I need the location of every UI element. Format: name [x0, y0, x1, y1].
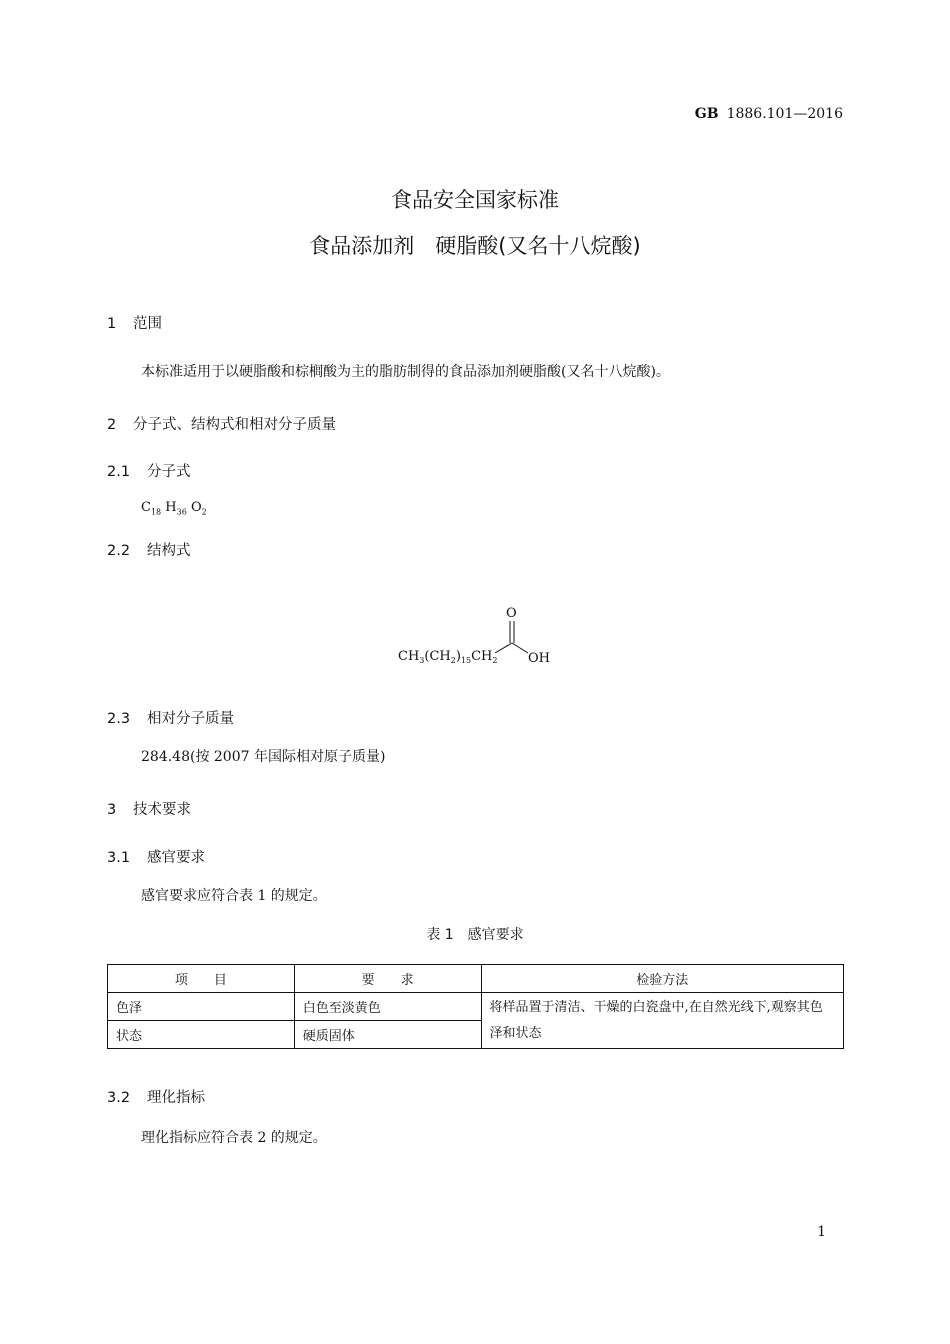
ch2-subscript: 2: [450, 656, 456, 665]
section-number: 2.1: [107, 464, 131, 480]
section-title: 分子式、结构式和相对分子质量: [133, 417, 336, 433]
cell-requirement: 硬质固体: [294, 1021, 481, 1049]
section-number: 3.2: [107, 1090, 131, 1106]
hydroxyl-group: OH: [528, 651, 550, 666]
page-number: 1: [817, 1224, 826, 1240]
cell-requirement: 白色至淡黄色: [294, 993, 481, 1021]
column-header-method: 检验方法: [481, 965, 843, 993]
doc-title-line2: 食品添加剂 硬脂酸(又名十八烷酸): [309, 234, 641, 258]
section-title: 分子式: [147, 464, 191, 480]
section-number: 2.3: [107, 711, 131, 727]
section-3-2-text: 理化指标应符合表 2 的规定。: [141, 1130, 327, 1146]
count-c: 18: [150, 507, 162, 517]
section-2-3-heading: [107, 707, 234, 728]
bond-carbon-oh: [512, 643, 528, 653]
structural-formula: [395, 600, 565, 672]
standard-code: 1886.101—2016: [726, 106, 843, 122]
section-title: 感官要求: [147, 850, 205, 866]
section-title: 理化指标: [147, 1090, 205, 1106]
section-2-2-heading: [107, 539, 191, 560]
section-title: 相对分子质量: [147, 711, 234, 727]
standard-prefix: GB: [694, 106, 719, 122]
molecular-mass-text: 284.48(按 2007 年国际相对原子质量): [141, 749, 386, 765]
section-3-heading: [107, 798, 191, 819]
table-row: [108, 993, 844, 1021]
ch2-terminal-text: CH: [471, 649, 493, 664]
section-1-text: 本标准适用于以硬脂酸和棕榈酸为主的脂肪制得的食品添加剂硬脂酸(又名十八烷酸)。: [141, 364, 670, 380]
section-3-1-heading: [107, 846, 205, 867]
section-number: 1: [107, 316, 117, 332]
section-number: 3.1: [107, 850, 131, 866]
element-h: H: [165, 500, 177, 515]
standard-number: [695, 106, 843, 122]
ch3-subscript: 3: [419, 656, 425, 665]
ch2-group-text: (CH: [424, 649, 451, 664]
ch3-text: CH: [398, 649, 420, 664]
column-header-item: 项 目: [108, 965, 295, 993]
section-1-heading: [107, 312, 162, 333]
section-title: 结构式: [147, 543, 191, 559]
section-3-2-heading: [107, 1086, 205, 1107]
section-number: 3: [107, 802, 117, 818]
cell-item: 色泽: [108, 993, 295, 1021]
bond-lines: [495, 621, 528, 653]
repeat-subscript: 15: [460, 656, 472, 665]
table-header-row: [108, 965, 844, 993]
sensory-requirements-table: [107, 964, 844, 1049]
section-title: 范围: [133, 316, 162, 332]
carbonyl-oxygen: O: [506, 606, 517, 621]
count-h: 36: [176, 507, 187, 517]
closing-paren: ): [455, 649, 461, 664]
cell-item: 状态: [108, 1021, 295, 1049]
table-1-caption: 表 1 感官要求: [426, 927, 524, 943]
ch2-terminal-subscript: 2: [492, 656, 498, 665]
bond-ch2-carbon: [495, 643, 512, 653]
count-o: 2: [201, 507, 207, 517]
section-3-1-text: 感官要求应符合表 1 的规定。: [141, 888, 327, 904]
section-title: 技术要求: [133, 802, 191, 818]
column-header-requirement: 要 求: [294, 965, 481, 993]
section-number: 2.2: [107, 543, 131, 559]
element-o: O: [190, 500, 202, 515]
svg-text:CH3(CH2)15CH2: [398, 649, 498, 665]
doc-title-line1: 食品安全国家标准: [391, 188, 559, 212]
section-2-heading: [107, 413, 336, 434]
element-c: C: [141, 500, 151, 515]
section-2-1-heading: [107, 460, 191, 481]
molecular-formula: [141, 500, 207, 517]
cell-method: 将样品置于清洁、干燥的白瓷盘中,在自然光线下,观察其色泽和状态: [481, 993, 843, 1049]
section-number: 2: [107, 417, 117, 433]
